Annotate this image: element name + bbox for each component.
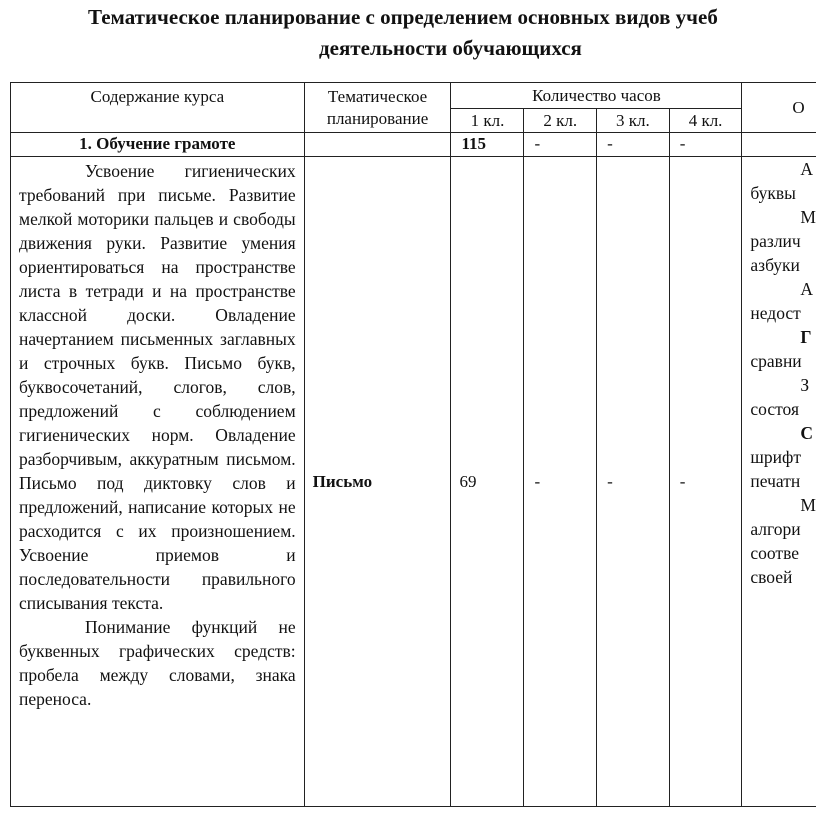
content-paragraph-1: Усвоение гигиенических требований при письме. Развитие мелкой моторики пальцев и свободы движения руки. Развитие умения ориентироваться на пространстве листа в тетради и на пространстве классной доски. Овладение начертанием письменных заглавных и строчных букв. Письмо букв, буквосочетаний, слогов, слов, предложений с соблюдением гигиенических норм. Овладение разборчивым, аккуратным письмом. Письмо под диктовку слов и предложений, написание которых не расходится с их произношением. Усвоение приемов и последовательности правильного списывания текста. — [19, 161, 296, 613]
row-grade-3: - — [597, 157, 670, 807]
activity-line: азбуки — [750, 255, 800, 275]
row-grade-4: - — [669, 157, 742, 807]
title-line-1: Тематическое планирование с определением основных видов учеб — [88, 5, 718, 29]
section-grade-1: 115 — [451, 133, 524, 157]
section-activity — [742, 133, 816, 157]
activity-line: состоя — [750, 399, 799, 419]
header-activity: О — [742, 83, 816, 133]
planning-table — [10, 82, 816, 807]
activity-line: шрифт — [750, 447, 801, 467]
section-grade-4: - — [669, 133, 742, 157]
activity-line: соотве — [750, 543, 800, 563]
header-planning: Тематическое планирование — [304, 83, 451, 133]
activity-line: З — [800, 375, 810, 395]
activity-line: различ — [750, 231, 801, 251]
row-planning: Письмо — [304, 157, 451, 807]
section-planning — [304, 133, 451, 157]
activity-line: М — [800, 495, 816, 515]
section-grade-2: - — [524, 133, 597, 157]
activity-line: алгори — [750, 519, 801, 539]
header-grade-1: 1 кл. — [451, 109, 524, 133]
activity-line: Г — [800, 327, 812, 347]
section-grade-3: - — [597, 133, 670, 157]
activity-line: недост — [750, 303, 801, 323]
activity-line: М — [800, 207, 816, 227]
content-paragraph-2: Понимание функций не буквенных графических средств: пробела между словами, знака переноса. — [19, 617, 296, 709]
header-hours: Количество часов — [451, 83, 742, 109]
row-content — [11, 157, 305, 807]
activity-line: А — [800, 279, 814, 299]
section-name: 1. Обучение грамоте — [11, 133, 305, 157]
header-grade-4: 4 кл. — [669, 109, 742, 133]
header-grade-3: 3 кл. — [597, 109, 670, 133]
activity-line: буквы — [750, 183, 796, 203]
header-content: Содержание курса — [11, 83, 305, 133]
row-grade-2: - — [524, 157, 597, 807]
activity-lines — [750, 157, 816, 589]
row-activity — [742, 157, 816, 807]
activity-line: А — [800, 159, 814, 179]
document-title — [0, 0, 816, 75]
header-grade-2: 2 кл. — [524, 109, 597, 133]
title-line-2: деятельности обучающихся — [319, 36, 582, 60]
activity-line: своей — [750, 567, 793, 587]
activity-line: печатн — [750, 471, 801, 491]
row-grade-1: 69 — [451, 157, 524, 807]
activity-line: С — [800, 423, 814, 443]
activity-line: сравни — [750, 351, 802, 371]
